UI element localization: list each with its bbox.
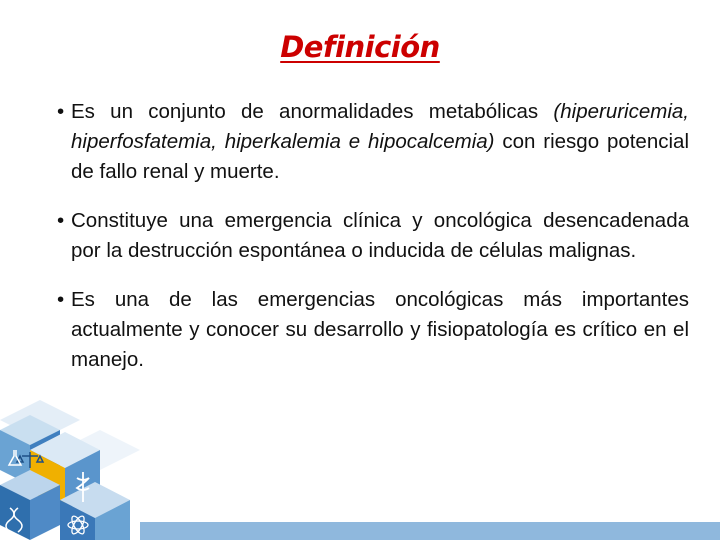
bullet-text: Es un conjunto de anormalidades metabólicas bbox=[71, 100, 539, 123]
bullet-marker: • bbox=[57, 100, 65, 123]
bullet-text-suffix: con riesgo potencial de fallo renal y muerte. bbox=[71, 130, 689, 183]
bullet-text: Es una de las emergencias oncológicas más importantes actualmente y conocer su desarrollo y fisiopatología es crítico en el manejo. bbox=[71, 288, 689, 371]
bullet-italic-text: (hiperuricemia, hiperfosfatemia, hiperkalemia e hipocalcemia) bbox=[71, 100, 689, 153]
bullet-item bbox=[57, 206, 689, 266]
bullet-marker: • bbox=[57, 288, 65, 311]
bullet-text: Constituye una emergencia clínica y oncológica desencadenada por la destrucción espontánea o inducida de células malignas. bbox=[71, 209, 689, 262]
bottom-bar bbox=[140, 522, 720, 540]
slide-title: Definición bbox=[280, 30, 440, 64]
bullet-item bbox=[57, 285, 689, 375]
bullet-item bbox=[57, 97, 689, 187]
decorative-cubes bbox=[0, 390, 160, 540]
bullet-list bbox=[57, 97, 689, 394]
bullet-marker: • bbox=[57, 209, 65, 232]
